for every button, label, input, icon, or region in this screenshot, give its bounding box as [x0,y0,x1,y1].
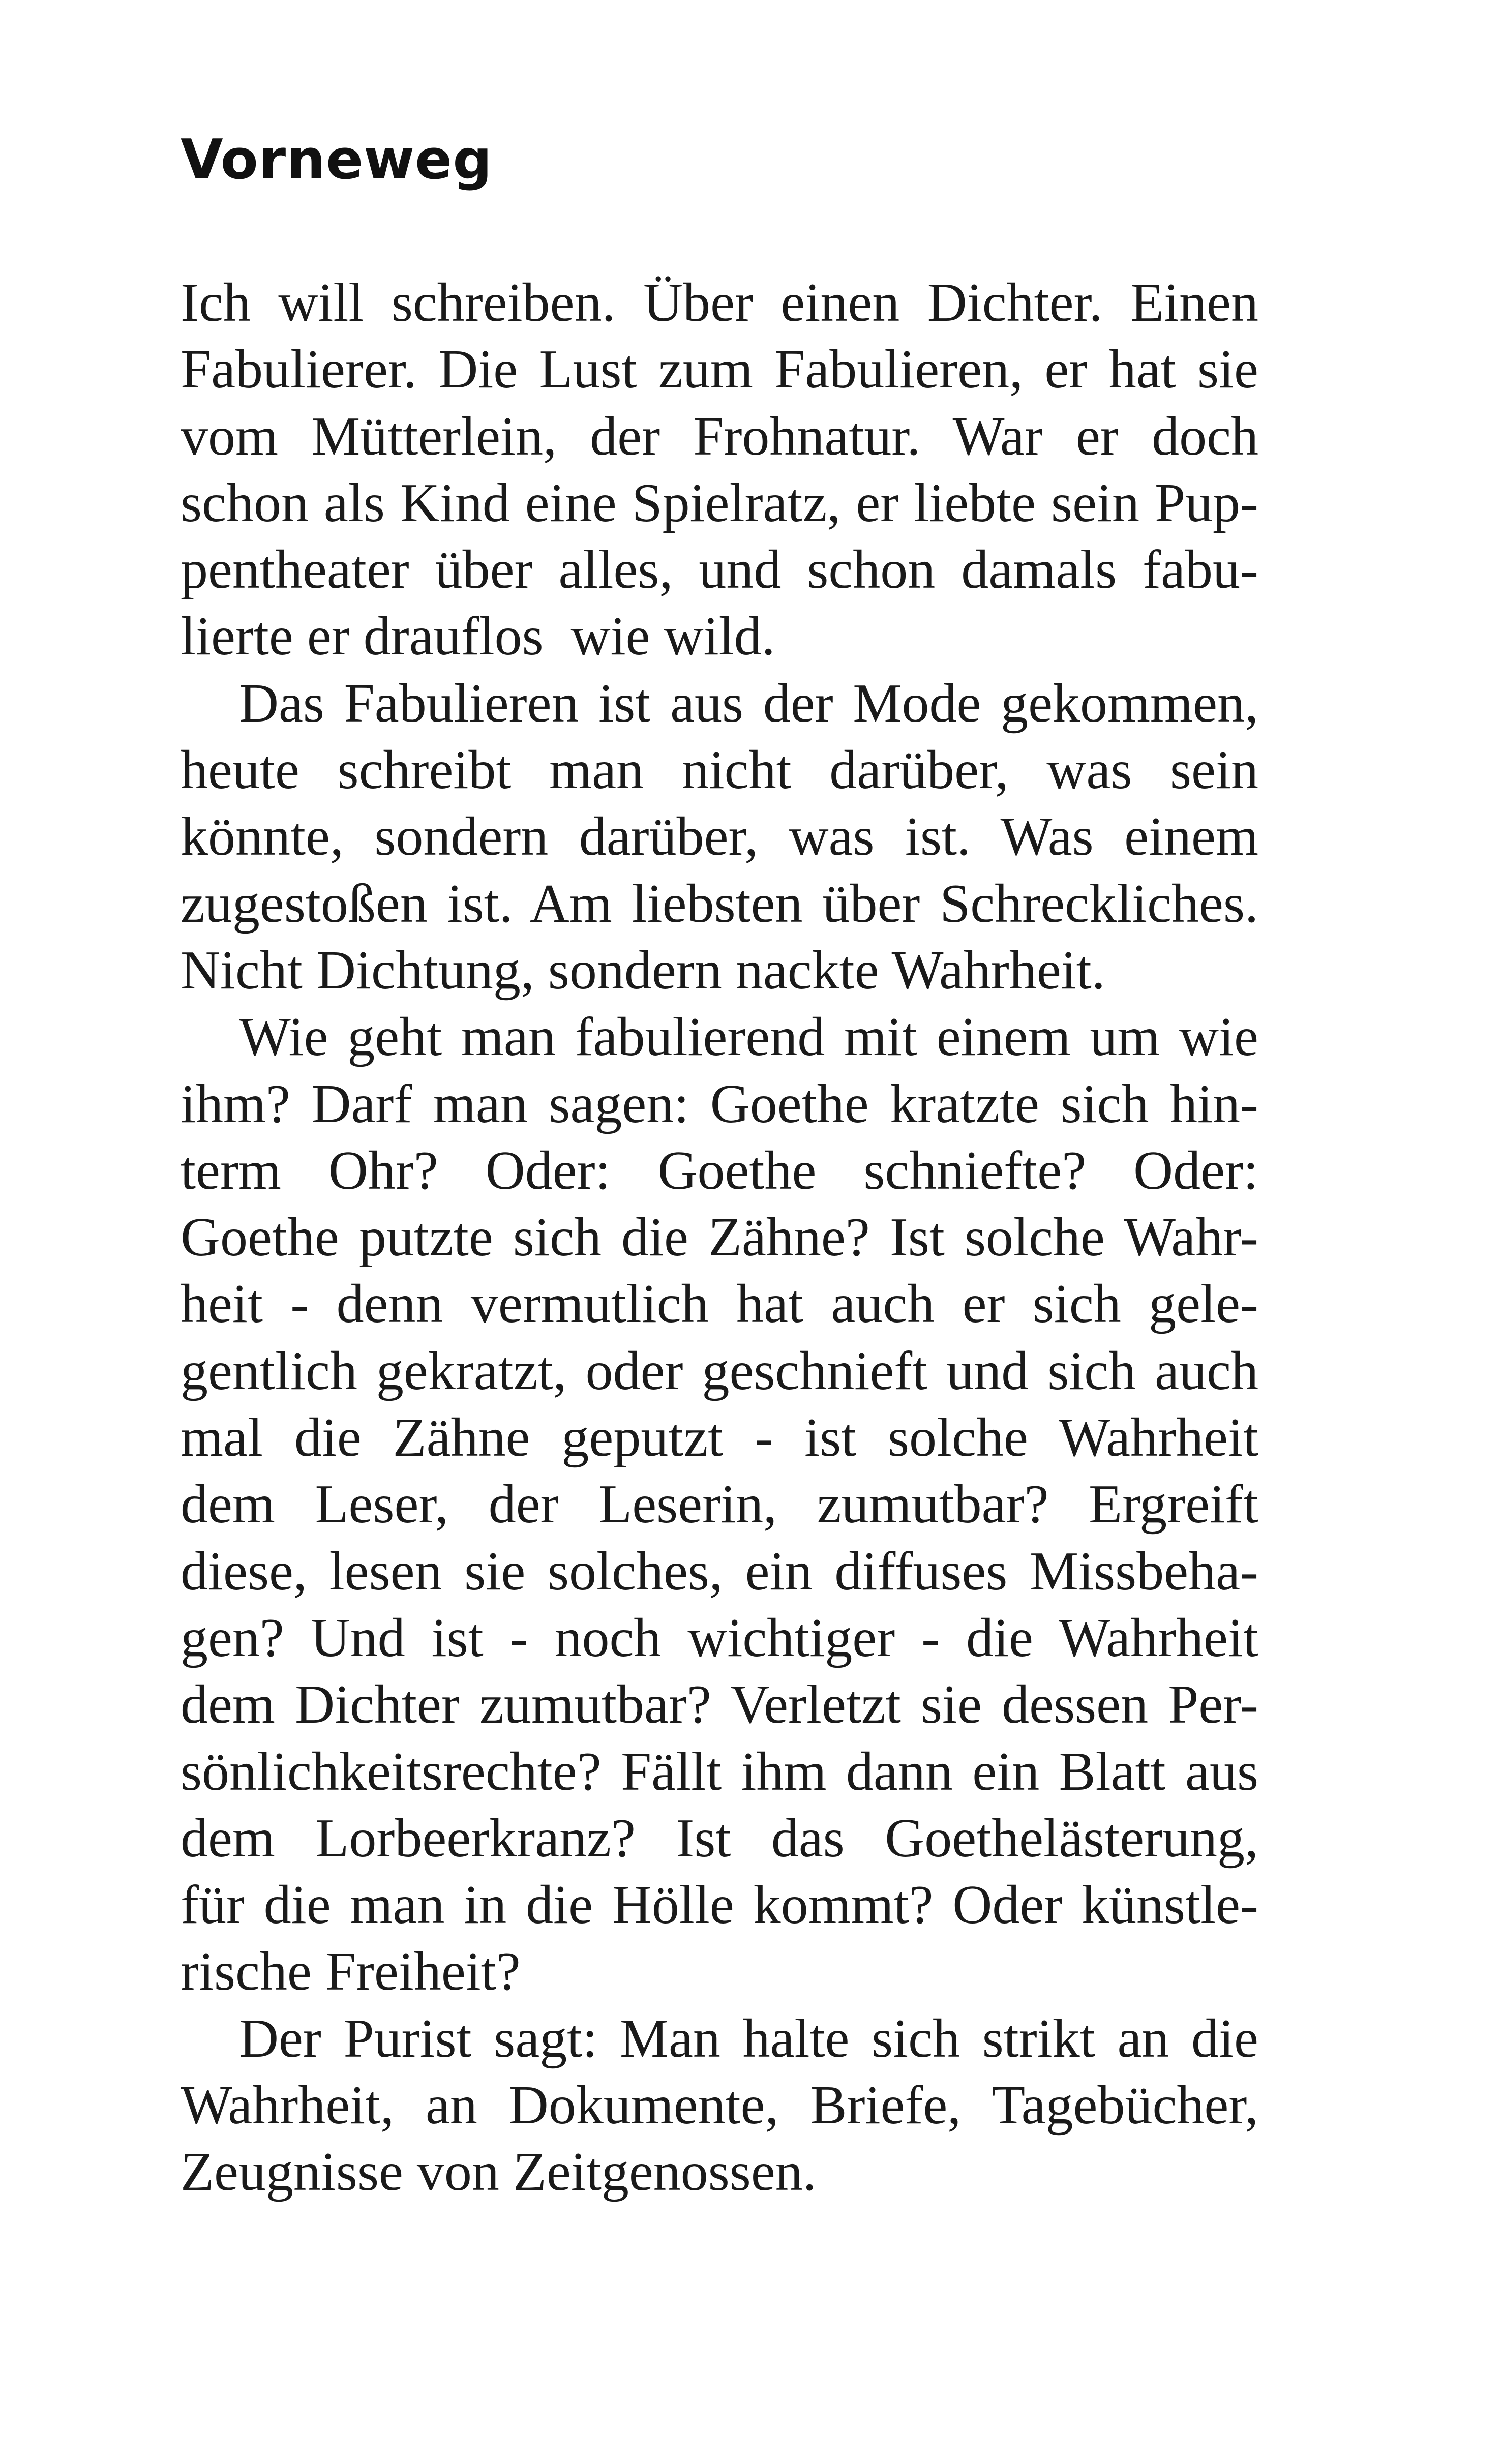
chapter-heading: Vorneweg [181,128,493,192]
text-line: rische Freiheit? [181,1941,521,2002]
text-line: Ich will schreiben. Über einen Dichter. Einen [181,273,1258,333]
text-line: diese, lesen sie solches, ein diffuses Missbeha- [181,1541,1258,1602]
text-line: Zeugnisse von Zeitgenossen. [181,2142,817,2203]
text-line: dem Dichter zumutbar? Verletzt sie dessen Per- [181,1674,1258,1735]
text-line: gentlich gekratzt, oder geschnieft und sich auch [181,1340,1258,1401]
text-line: Goethe putzte sich die Zähne? Ist solche Wahr- [181,1207,1258,1268]
text-line: sönlichkeitsrechte? Fällt ihm dann ein Blatt aus [181,1741,1258,1802]
body-text [181,269,1258,2206]
text-line: heit - denn vermutlich hat auch er sich gele- [181,1274,1258,1335]
text-line: Wie geht man fabulierend mit einem um wie [239,1007,1258,1068]
text-line: pentheater über alles, und schon damals fabu- [181,539,1258,600]
text-line: gen? Und ist - noch wichtiger - die Wahrheit [181,1607,1258,1668]
text-line: Der Purist sagt: Man halte sich strikt an die [239,2008,1258,2069]
paragraph-4 [181,2005,1258,2206]
text-line: vom Mütterlein, der Frohnatur. War er doch [181,406,1258,467]
text-line: ihm? Darf man sagen: Goethe kratzte sich hin- [181,1073,1258,1134]
text-line: heute schreibt man nicht darüber, was sein [181,740,1258,801]
text-line: term Ohr? Oder: Goethe schniefte? Oder: [181,1140,1258,1201]
text-line: dem Leser, der Leserin, zumutbar? Ergreift [181,1474,1258,1535]
paragraph-1 [181,269,1258,670]
text-line: Fabulierer. Die Lust zum Fabulieren, er hat sie [181,339,1258,400]
text-line: mal die Zähne geputzt - ist solche Wahrheit [181,1407,1258,1468]
text-line: dem Lorbeerkranz? Ist das Goethelästerung, [181,1808,1258,1869]
text-line: schon als Kind eine Spielratz, er liebte sein Pup- [181,472,1258,533]
text-line: Das Fabulieren ist aus der Mode gekommen, [239,673,1258,734]
text-line: zugestoßen ist. Am liebsten über Schreckliches. [181,873,1258,934]
paragraph-2 [181,670,1258,1004]
paragraph-3 [181,1004,1258,2005]
text-line: Nicht Dichtung, sondern nackte Wahrheit. [181,940,1105,1001]
text-line: für die man in die Hölle kommt? Oder künstle- [181,1875,1258,1936]
text-line: Wahrheit, an Dokumente, Briefe, Tagebücher, [181,2075,1258,2136]
text-line: lierte er drauflos wie wild. [181,606,775,667]
text-line: könnte, sondern darüber, was ist. Was einem [181,806,1258,867]
